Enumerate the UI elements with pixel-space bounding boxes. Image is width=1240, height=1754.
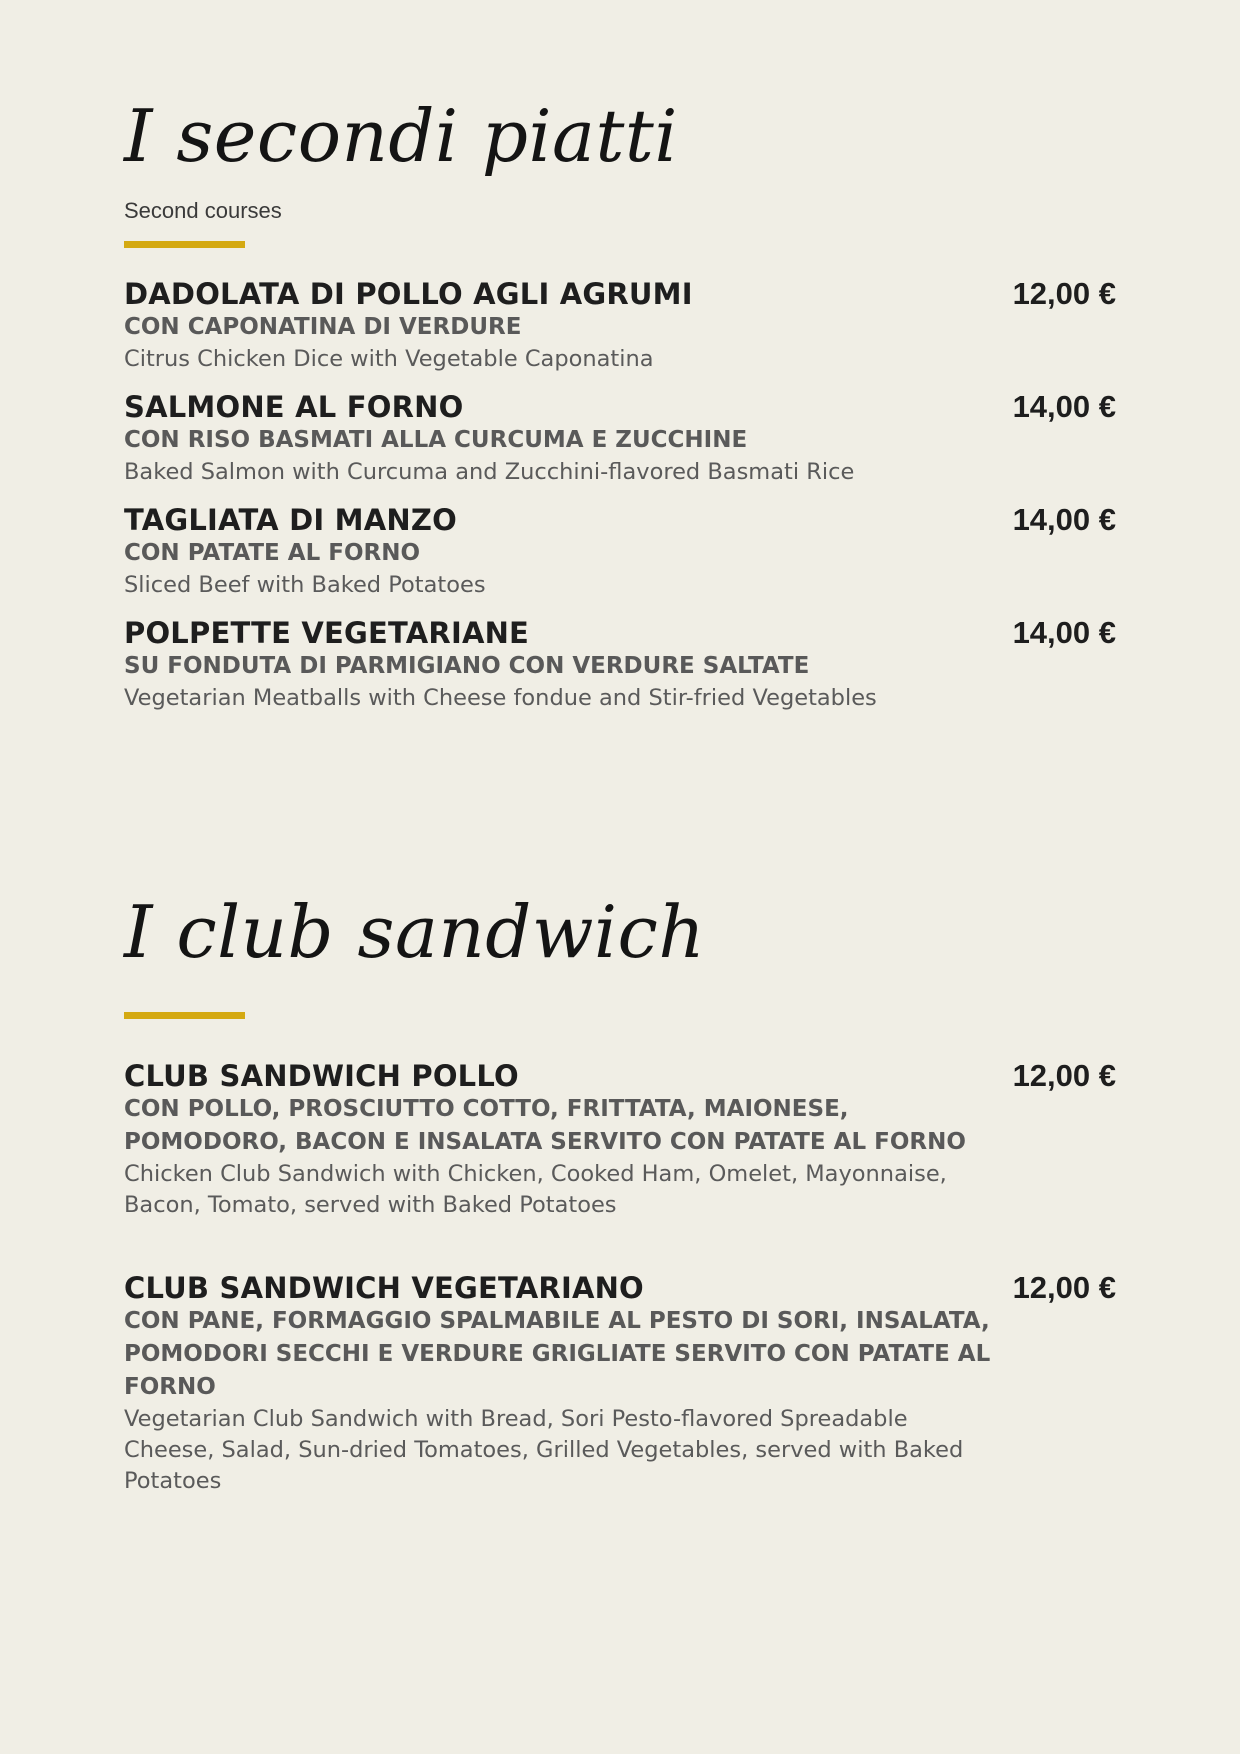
item-description-english: Vegetarian Club Sandwich with Bread, Sori Pesto-flavored Spreadable Cheese, Salad, Sun-dried Tomatoes, Grilled Vegetables, served with Baked Potatoes [124, 1406, 964, 1494]
item-price: 14,00 € [1012, 502, 1116, 537]
item-name: TAGLIATA DI MANZO [124, 503, 457, 537]
item-description-english: Baked Salmon with Curcuma and Zucchini-flavored Basmati Rice [124, 459, 855, 485]
item-price: 12,00 € [1012, 276, 1116, 311]
item-description-italian: CON RISO BASMATI ALLA CURCUMA E ZUCCHINE [124, 427, 748, 453]
menu-item [124, 503, 1116, 601]
menu-item [124, 390, 1116, 488]
item-price: 12,00 € [1012, 1058, 1116, 1093]
item-name: SALMONE AL FORNO [124, 390, 464, 424]
menu-item [124, 616, 1116, 714]
item-description-italian: CON CAPONATINA DI VERDURE [124, 314, 522, 340]
item-description-italian: SU FONDUTA DI PARMIGIANO CON VERDURE SALTATE [124, 653, 810, 679]
section-second-courses [124, 94, 1116, 714]
item-name: POLPETTE VEGETARIANE [124, 616, 530, 650]
item-price: 14,00 € [1012, 389, 1116, 424]
item-price: 12,00 € [1012, 1270, 1116, 1305]
item-name: CLUB SANDWICH POLLO [124, 1059, 519, 1093]
item-description-italian: CON PATATE AL FORNO [124, 540, 421, 566]
section-title: I club sandwich [124, 890, 706, 974]
section-club-sandwich [124, 890, 1116, 1497]
menu-item [124, 1059, 1116, 1221]
section-title: I secondi piatti [124, 94, 678, 178]
item-description-english: Citrus Chicken Dice with Vegetable Caponatina [124, 346, 654, 372]
item-description-english: Vegetarian Meatballs with Cheese fondue and Stir-fried Vegetables [124, 685, 877, 711]
item-name: CLUB SANDWICH VEGETARIANO [124, 1271, 644, 1305]
item-name: DADOLATA DI POLLO AGLI AGRUMI [124, 277, 693, 311]
item-description-english: Sliced Beef with Baked Potatoes [124, 572, 486, 598]
item-description-italian: CON PANE, FORMAGGIO SPALMABILE AL PESTO DI SORI, INSALATA, POMODORI SECCHI E VERDURE GRIGLIATE SERVITO CON PATATE AL FORNO [124, 1308, 991, 1400]
item-price: 14,00 € [1012, 615, 1116, 650]
menu-item [124, 1271, 1116, 1497]
accent-divider [124, 241, 245, 248]
accent-divider [124, 1012, 245, 1019]
section-subtitle: Second courses [124, 198, 282, 223]
item-description-english: Chicken Club Sandwich with Chicken, Cooked Ham, Omelet, Mayonnaise, Bacon, Tomato, served with Baked Potatoes [124, 1161, 947, 1218]
item-description-italian: CON POLLO, PROSCIUTTO COTTO, FRITTATA, MAIONESE, POMODORO, BACON E INSALATA SERVITO CON PATATE AL FORNO [124, 1096, 966, 1155]
menu-item [124, 277, 1116, 375]
